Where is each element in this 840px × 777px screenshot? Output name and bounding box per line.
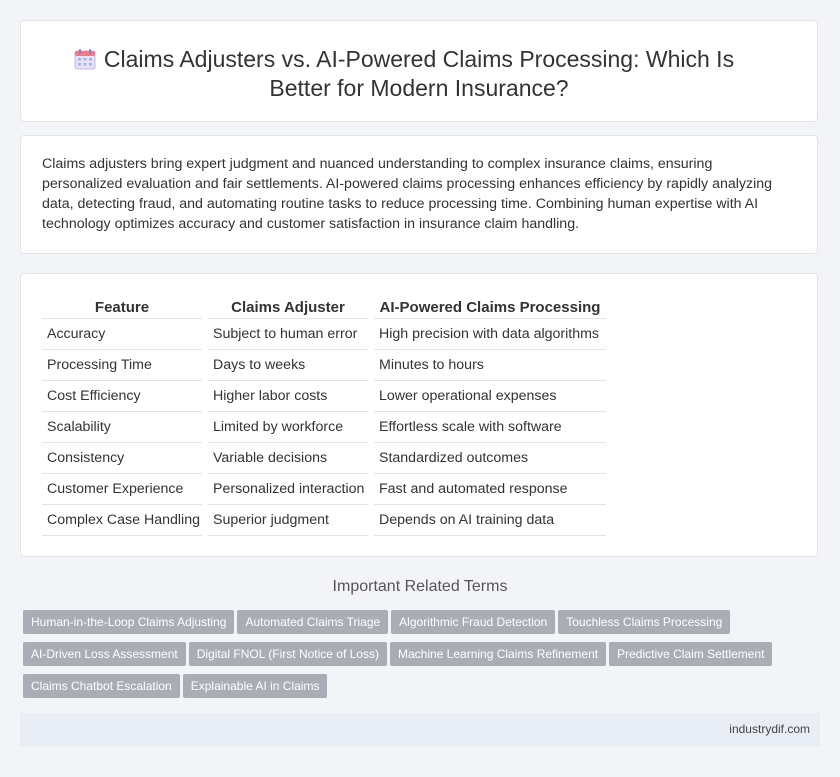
cell-ai-processing: Effortless scale with software — [374, 412, 606, 443]
cell-ai-processing: Lower operational expenses — [374, 381, 606, 412]
related-term-tag[interactable]: Automated Claims Triage — [237, 610, 388, 634]
related-term-tag[interactable]: Machine Learning Claims Refinement — [390, 642, 606, 666]
cell-claims-adjuster: Personalized interaction — [208, 474, 368, 505]
table-row — [42, 381, 606, 412]
related-term-tag[interactable]: Touchless Claims Processing — [558, 610, 730, 634]
page-title: Claims Adjusters vs. AI-Powered Claims Processing: Which Is Better for Modern Insurance? — [103, 46, 735, 101]
cell-ai-processing: Minutes to hours — [374, 350, 606, 381]
table-row — [42, 474, 606, 505]
related-term-tag[interactable]: AI-Driven Loss Assessment — [23, 642, 186, 666]
related-term-tag[interactable]: Predictive Claim Settlement — [609, 642, 772, 666]
cell-feature: Scalability — [42, 412, 202, 443]
title-card — [20, 20, 818, 122]
table-header-row — [42, 294, 606, 319]
cell-ai-processing: Fast and automated response — [374, 474, 606, 505]
table-row — [42, 505, 606, 536]
header-claims-adjuster: Claims Adjuster — [208, 294, 368, 319]
cell-feature: Processing Time — [42, 350, 202, 381]
cell-feature: Consistency — [42, 443, 202, 474]
footer-site[interactable]: industrydif.com — [729, 722, 810, 736]
cell-claims-adjuster: Limited by workforce — [208, 412, 368, 443]
related-tags — [23, 610, 813, 706]
header-ai-processing: AI-Powered Claims Processing — [374, 294, 606, 319]
related-term-tag[interactable]: Claims Chatbot Escalation — [23, 674, 180, 698]
summary-text: Claims adjusters bring expert judgment and nuanced understanding to complex insurance claims, ensuring personalized evaluation and fair settlements. AI-powered claims processing enhances efficiency by rapidly analyzing data, detecting fraud, and automating routine tasks to reduce processing time. Combining human expertise with AI technology optimizes accuracy and customer satisfaction in insurance claim handling. — [42, 156, 773, 232]
cell-ai-processing: Depends on AI training data — [374, 505, 606, 536]
cell-claims-adjuster: Subject to human error — [208, 319, 368, 350]
cell-ai-processing: Standardized outcomes — [374, 443, 606, 474]
footer — [20, 713, 820, 746]
cell-ai-processing: High precision with data algorithms — [374, 319, 606, 350]
related-term-tag[interactable]: Digital FNOL (First Notice of Loss) — [189, 642, 387, 666]
table-row — [42, 350, 606, 381]
cell-feature: Complex Case Handling — [42, 505, 202, 536]
comparison-table — [36, 294, 612, 536]
cell-claims-adjuster: Higher labor costs — [208, 381, 368, 412]
table-row — [42, 412, 606, 443]
summary-card — [20, 135, 818, 254]
header-feature: Feature — [42, 294, 202, 319]
related-terms-title: Important Related Terms — [332, 578, 508, 595]
cell-feature: Cost Efficiency — [42, 381, 202, 412]
cell-claims-adjuster: Superior judgment — [208, 505, 368, 536]
cell-claims-adjuster: Days to weeks — [208, 350, 368, 381]
comparison-card — [20, 273, 818, 557]
cell-feature: Customer Experience — [42, 474, 202, 505]
related-term-tag[interactable]: Explainable AI in Claims — [183, 674, 328, 698]
cell-claims-adjuster: Variable decisions — [208, 443, 368, 474]
table-row — [42, 443, 606, 474]
related-term-tag[interactable]: Human-in-the-Loop Claims Adjusting — [23, 610, 234, 634]
table-row — [42, 319, 606, 350]
cell-feature: Accuracy — [42, 319, 202, 350]
related-term-tag[interactable]: Algorithmic Fraud Detection — [391, 610, 555, 634]
